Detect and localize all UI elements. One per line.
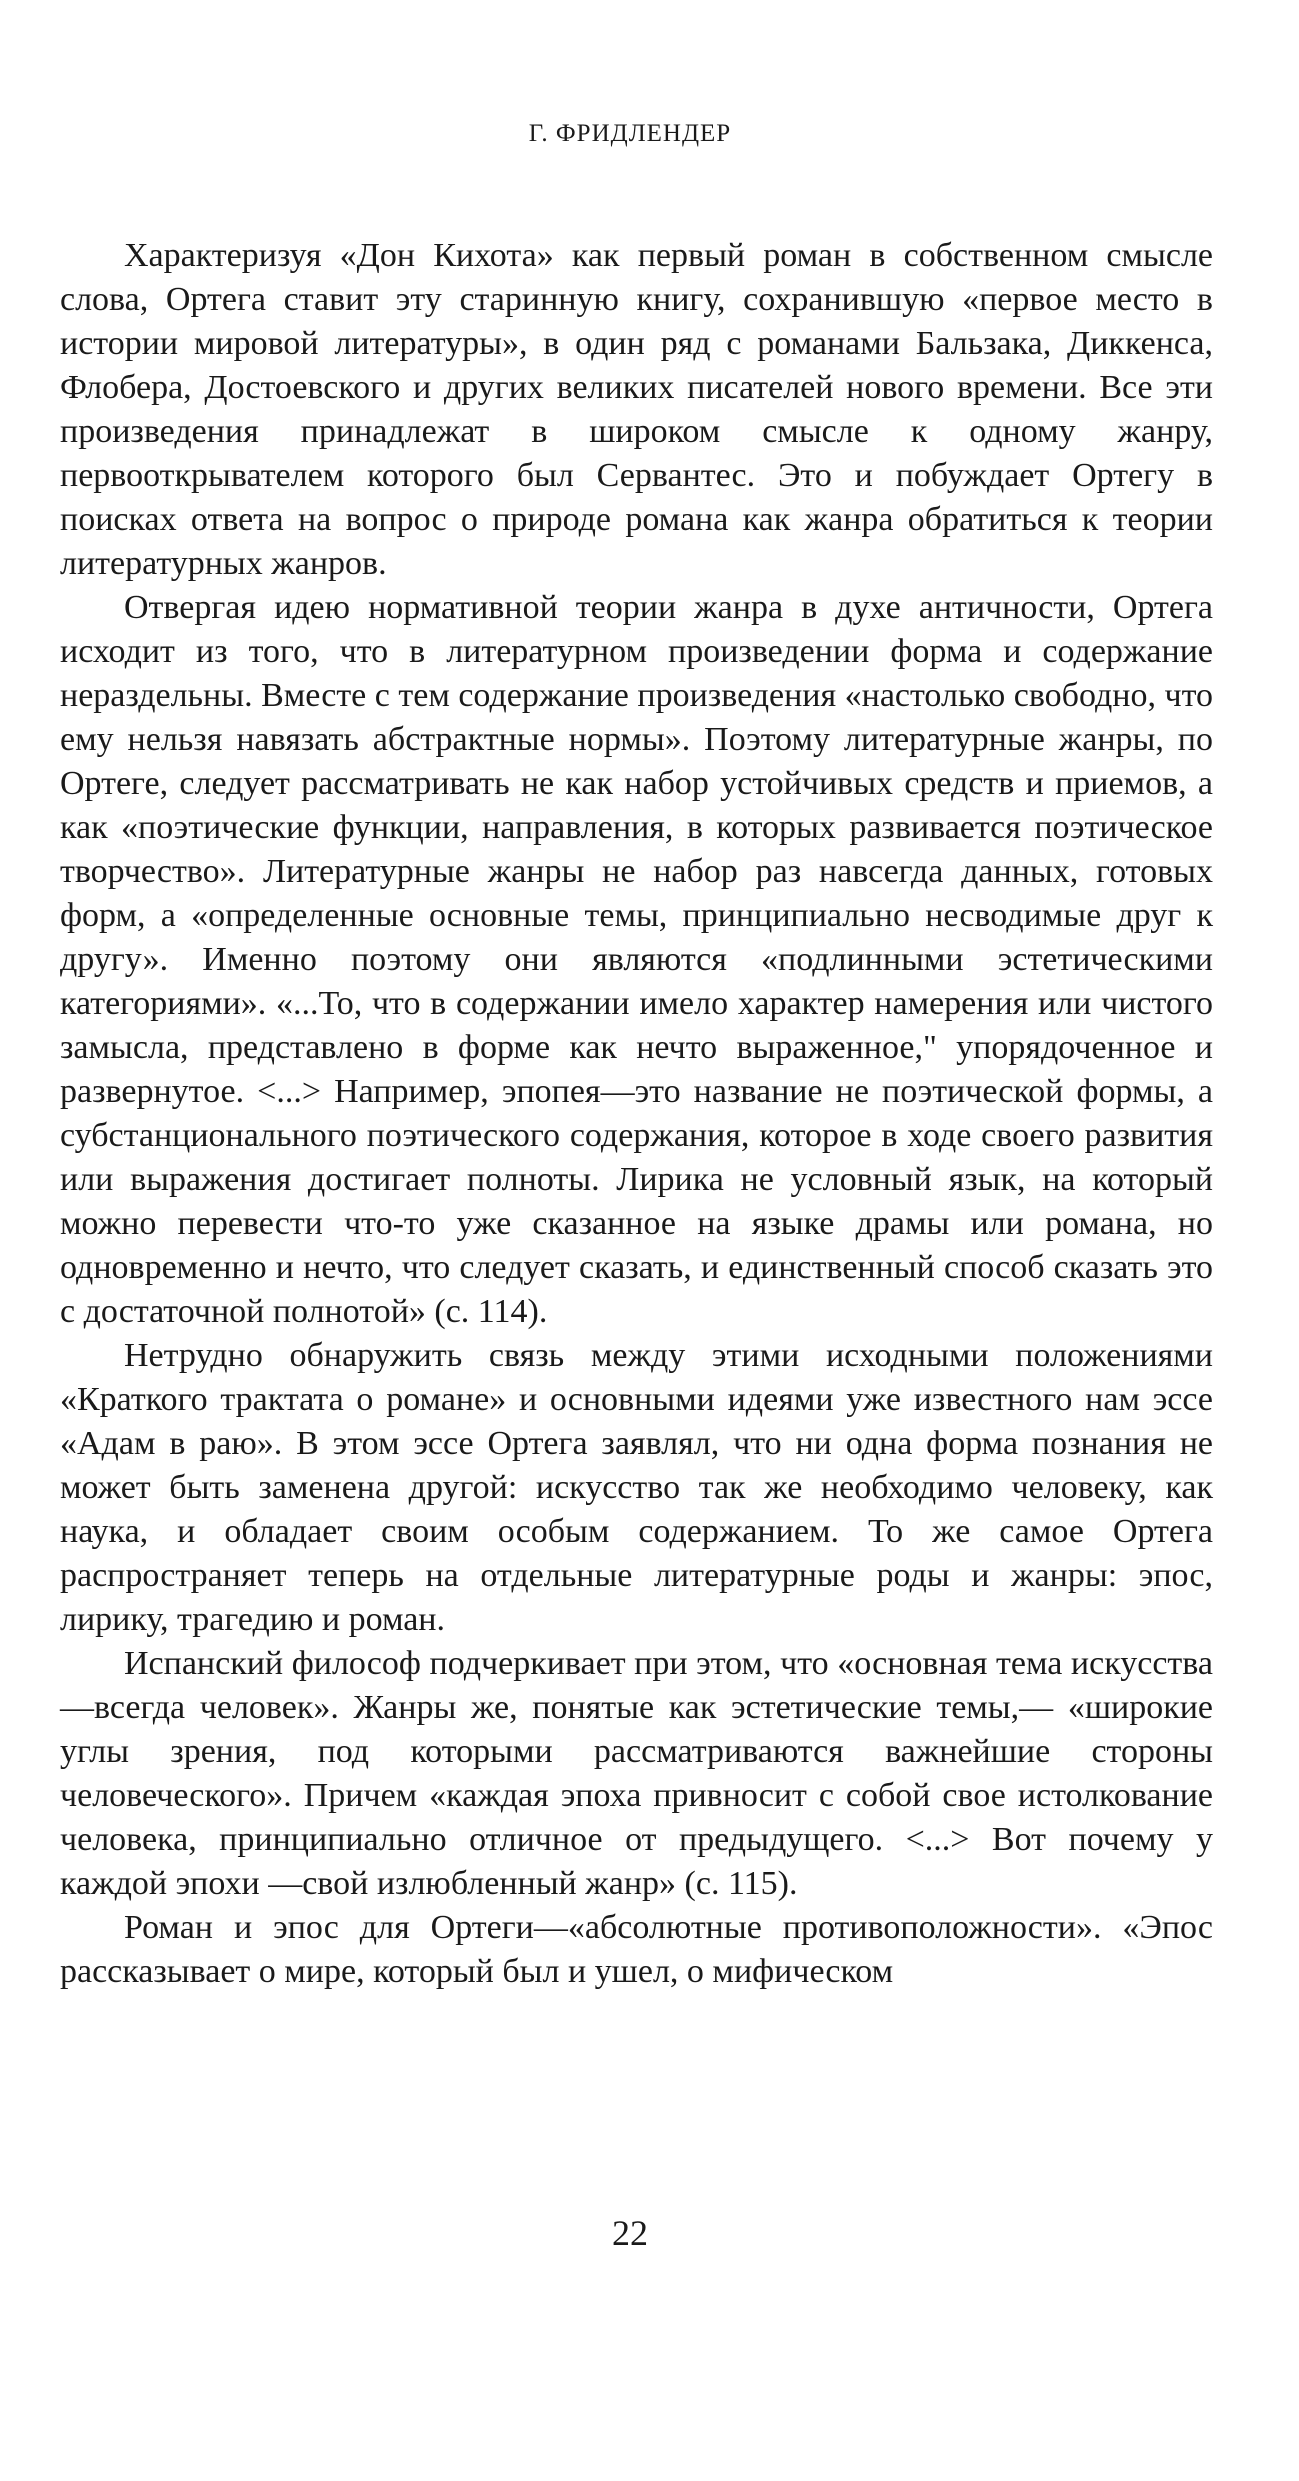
page-body	[60, 234, 1213, 1994]
paragraph-1: Характеризуя «Дон Кихота» как первый роман в собственном смысле слова, Ортега ставит эту старинную книгу, сохранившую «первое место в истории мировой литературы», в один ряд с романами Бальзака, Диккенса, Флобера, Достоевского и других великих писателей нового времени. Все эти произведения принадлежат в широком смысле к одному жанру, первооткрывателем которого был Сервантес. Это и побуждает Ортегу в поисках ответа на вопрос о природе романа как жанра обратиться к теории литературных жанров.	[60, 237, 1213, 582]
paragraph-4: Испанский философ подчеркивает при этом, что «основная тема искусства—всегда человек». Жанры же, понятые как эстетические темы,— «широкие углы зрения, под которыми рассматриваются важнейшие стороны человеческого». Причем «каждая эпоха привносит с собой свое истолкование человека, принципиально отличное от предыдущего. <...> Вот почему у каждой эпохи —свой излюбленный жанр» (с. 115).	[60, 1645, 1213, 1902]
page-number: 22	[612, 2213, 648, 2253]
paragraph-5: Роман и эпос для Ортеги—«абсолютные противоположности». «Эпос рассказывает о мире, который был и ушел, о мифическом	[60, 1909, 1213, 1990]
paragraph-2: Отвергая идею нормативной теории жанра в духе античности, Ортега исходит из того, что в литературном произведении форма и содержание нераздельны. Вместе с тем содержание произведения «настолько свободно, что ему нельзя навязать абстрактные нормы». Поэтому литературные жанры, по Ортеге, следует рассматривать не как набор устойчивых средств и приемов, а как «поэтические функции, направления, в которых развивается поэтическое творчество». Литературные жанры не набор раз навсегда данных, готовых форм, а «определенные основные темы, принципиально несводимые друг к другу». Именно поэтому они являются «подлинными эстетическими категориями». «...То, что в содержании имело характер намерения или чистого замысла, представлено в форме как нечто выраженное," упорядоченное и развернутое. <...> Например, эпопея—это название не поэтической формы, а субстанционального поэтического содержания, которое в ходе своего развития или выражения достигает полноты. Лирика не условный язык, на который можно перевести что-то уже сказанное на языке драмы или романа, но одновременно и нечто, что следует сказать, и единственный способ сказать это с достаточной полнотой» (с. 114).	[60, 589, 1213, 1330]
paragraph-3: Нетрудно обнаружить связь между этими исходными положениями «Краткого трактата о романе» и основными идеями уже известного нам эссе «Адам в раю». В этом эссе Ортега заявлял, что ни одна форма познания не может быть заменена другой: искусство так же необходимо человеку, как наука, и обладает своим особым содержанием. То же самое Ортега распространяет теперь на отдельные литературные роды и жанры: эпос, лирику, трагедию и роман.	[60, 1337, 1213, 1638]
running-head: Г. ФРИДЛЕНДЕР	[528, 120, 732, 147]
